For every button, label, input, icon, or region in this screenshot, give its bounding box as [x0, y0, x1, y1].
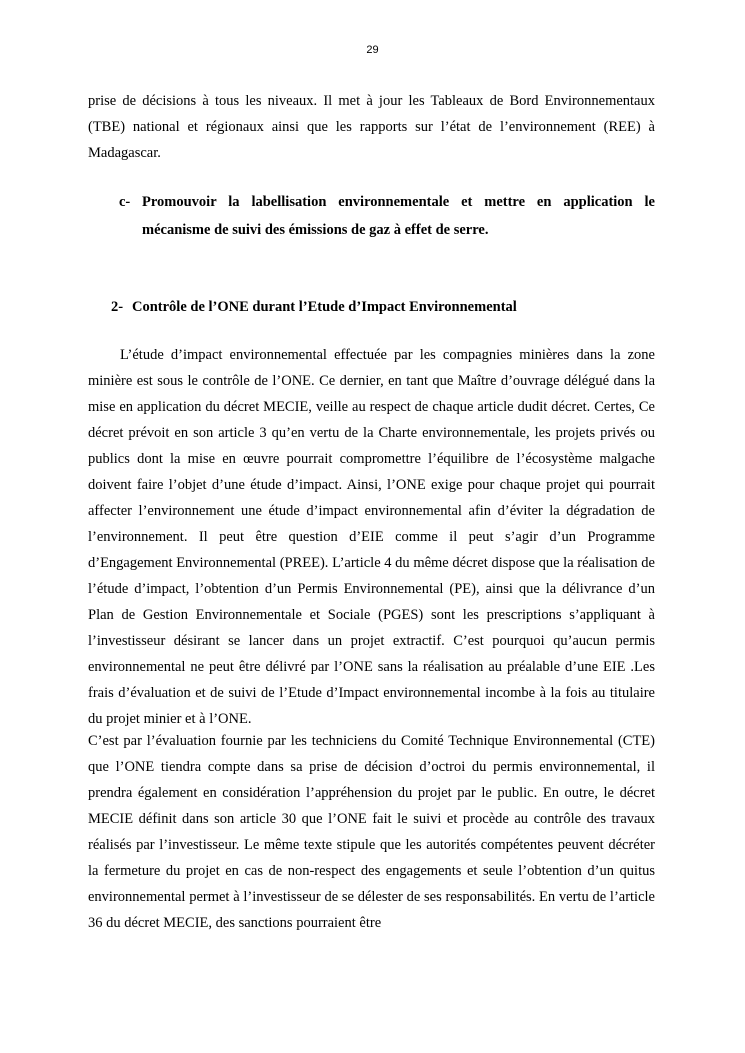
subsection-title: Promouvoir la labellisation environnementale et mettre en application le mécanisme de suivi des émissions de gaz à effet de serre. [142, 194, 655, 238]
section-marker: 2- [111, 299, 124, 315]
page-number: 29 [366, 44, 379, 56]
section-title: Contrôle de l’ONE durant l’Etude d’Impact Environnemental [132, 299, 517, 315]
paragraph-intro: prise de décisions à tous les niveaux. Il met à jour les Tableaux de Bord Environnementaux (TBE) national et régionaux ainsi que les rapports sur l’état de l’environnement (REE) à Madagascar. [88, 93, 655, 161]
paragraph-cte-evaluation: C’est par l’évaluation fournie par les techniciens du Comité Technique Environnemental (CTE) que l’ONE tiendra compte dans sa prise de décision d’octroi du permis environnemental, il prendra également en considération l’appréhension du projet par le public. En outre, le décret MECIE définit dans son article 30 que l’ONE fait le suivi et procède au contrôle des travaux réalisés par l’investisseur. Le même texte stipule que les autorités compétentes peuvent décréter la fermeture du projet en cas de non-respect des engagements et seule l’obtention d’un quitus environnemental permet à l’investisseur de se délester de ses responsabilités. En vertu de l’article 36 du décret MECIE, des sanctions pourraient être [88, 733, 655, 931]
paragraph-eie-control: L’étude d’impact environnemental effectuée par les compagnies minières dans la zone minière est sous le contrôle de l’ONE. Ce dernier, en tant que Maître d’ouvrage délégué dans la mise en application du décret MECIE, veille au respect de chaque article dudit décret. Certes, Ce décret prévoit en son article 3 qu’en vertu de la Charte environnementale, les projets privés ou publics dont la mise en œuvre pourrait compromettre l’équilibre de l’écosystème malgache doivent faire l’objet d’une étude d’impact. Ainsi, l’ONE exige pour chaque projet qui pourrait affecter l’environnement une étude d’impact environnemental afin d’éviter la dégradation de l’environnement. Il peut être question d’EIE comme il peut s’agir d’un Programme d’Engagement Environnemental (PREE). L’article 4 du même décret dispose que la réalisation de l’étude d’impact, l’obtention d’un Permis Environnemental (PE), ainsi que la délivrance d’un Plan de Gestion Environnementale et Sociale (PGES) sont les prescriptions s’appliquant à l’investisseur désirant se lancer dans un projet extractif. C’est pourquoi qu’aucun permis environnemental ne peut être délivré par l’ONE sans la réalisation au préalable d’une EIE .Les frais d’évaluation et de suivi de l’Etude d’Impact environnemental incombe à la fois au titulaire du projet minier et à l’ONE. [88, 347, 655, 727]
subsection-marker: c- [119, 194, 131, 210]
subsection-heading [119, 188, 655, 244]
section-heading [111, 294, 655, 320]
